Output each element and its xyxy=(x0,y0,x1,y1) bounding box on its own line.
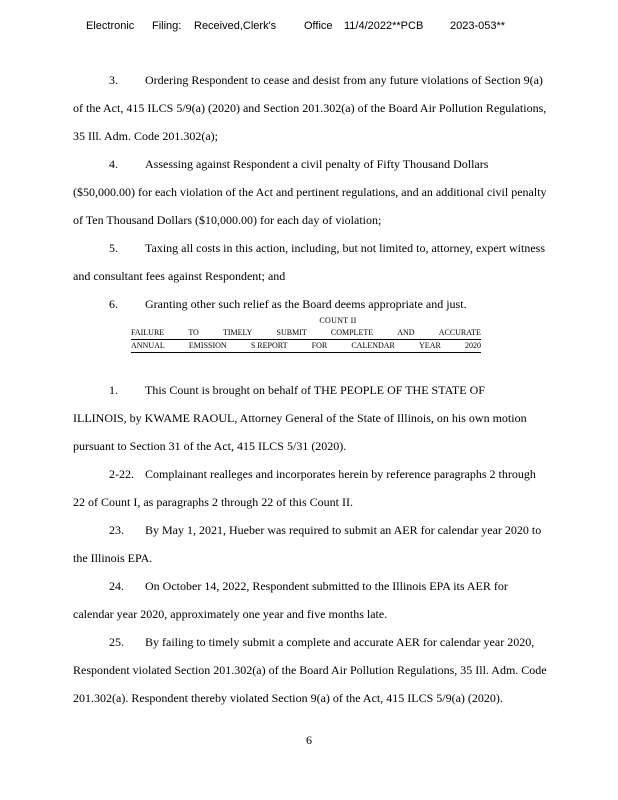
count2-paragraph-23-line-2: the Illinois EPA. xyxy=(73,551,153,565)
count2-paragraph-24-line-2: calendar year 2020, approximately one year and five months late. xyxy=(73,607,388,621)
header-office: Office xyxy=(304,20,333,32)
count2-paragraph-2-line-2: 22 of Count I, as paragraphs 2 through 22 of this Count II. xyxy=(73,495,353,509)
paragraph-3-line-2: of the Act, 415 ILCS 5/9(a) (2020) and Section 201.302(a) of the Board Air Pollution Regulations, xyxy=(73,101,547,115)
count-heading-row-1: FAILURE TO TIMELY SUBMIT COMPLETE AND ACCURATE xyxy=(131,328,481,340)
paragraph-4-line-2: ($50,000.00) for each violation of the Act and pertinent regulations, and an additional civil penalty xyxy=(73,185,547,199)
paragraph-4-line-1: 4. Assessing against Respondent a civil penalty of Fifty Thousand Dollars xyxy=(109,157,489,171)
count2-paragraph-1-line-3: pursuant to Section 31 of the Act, 415 ILCS 5/31 (2020). xyxy=(73,439,347,453)
header-filing: Filing: xyxy=(152,20,182,32)
count2-paragraph-2-line-1: 2-22. Complainant realleges and incorporates herein by reference paragraphs 2 through xyxy=(109,467,536,481)
count2-paragraph-24-line-1: 24. On October 14, 2022, Respondent submitted to the Illinois EPA its AER for xyxy=(109,579,508,593)
header-case: 2023-053** xyxy=(450,20,506,32)
count-title: COUNT II xyxy=(319,316,357,325)
count-heading-row-2: ANNUAL EMISSION S REPORT FOR CALENDAR YEAR 2020 xyxy=(131,341,481,353)
paragraph-4-line-3: of Ten Thousand Dollars ($10,000.00) for each day of violation; xyxy=(73,213,382,227)
count2-paragraph-25-line-3: 201.302(a). Respondent thereby violated Section 9(a) of the Act, 415 ILCS 5/9(a) (2020). xyxy=(73,691,503,705)
header-electronic: Electronic xyxy=(86,20,135,32)
paragraph-6-line-1: 6. Granting other such relief as the Board deems appropriate and just. xyxy=(109,297,467,311)
count-ii-heading xyxy=(73,316,603,376)
page-number: 6 xyxy=(306,733,312,747)
count2-paragraph-23-line-1: 23. By May 1, 2021, Hueber was required to submit an AER for calendar year 2020 to xyxy=(109,523,542,537)
paragraph-5-line-2: and consultant fees against Respondent; and xyxy=(73,269,286,283)
header-received: Received,Clerk's xyxy=(194,20,277,32)
count2-paragraph-1-line-1: 1. This Count is brought on behalf of THE PEOPLE OF THE STATE OF xyxy=(109,383,485,397)
paragraph-3-line-1: 3. Ordering Respondent to cease and desist from any future violations of Section 9(a) xyxy=(109,73,543,87)
paragraph-3-line-3: 35 Ill. Adm. Code 201.302(a); xyxy=(73,129,218,143)
paragraph-5-line-1: 5. Taxing all costs in this action, including, but not limited to, attorney, expert witness xyxy=(109,241,545,255)
header-date: 11/4/2022**PCB xyxy=(344,20,424,32)
document-body xyxy=(73,66,603,712)
count2-paragraph-1-line-2: ILLINOIS, by KWAME RAOUL, Attorney General of the State of Illinois, on his own motion xyxy=(73,411,527,425)
count2-paragraph-25-line-1: 25. By failing to timely submit a complete and accurate AER for calendar year 2020, xyxy=(109,635,535,649)
count2-paragraph-25-line-2: Respondent violated Section 201.302(a) of the Board Air Pollution Regulations, 35 Ill. Adm. Code xyxy=(73,663,547,677)
filing-stamp-header xyxy=(86,20,556,32)
